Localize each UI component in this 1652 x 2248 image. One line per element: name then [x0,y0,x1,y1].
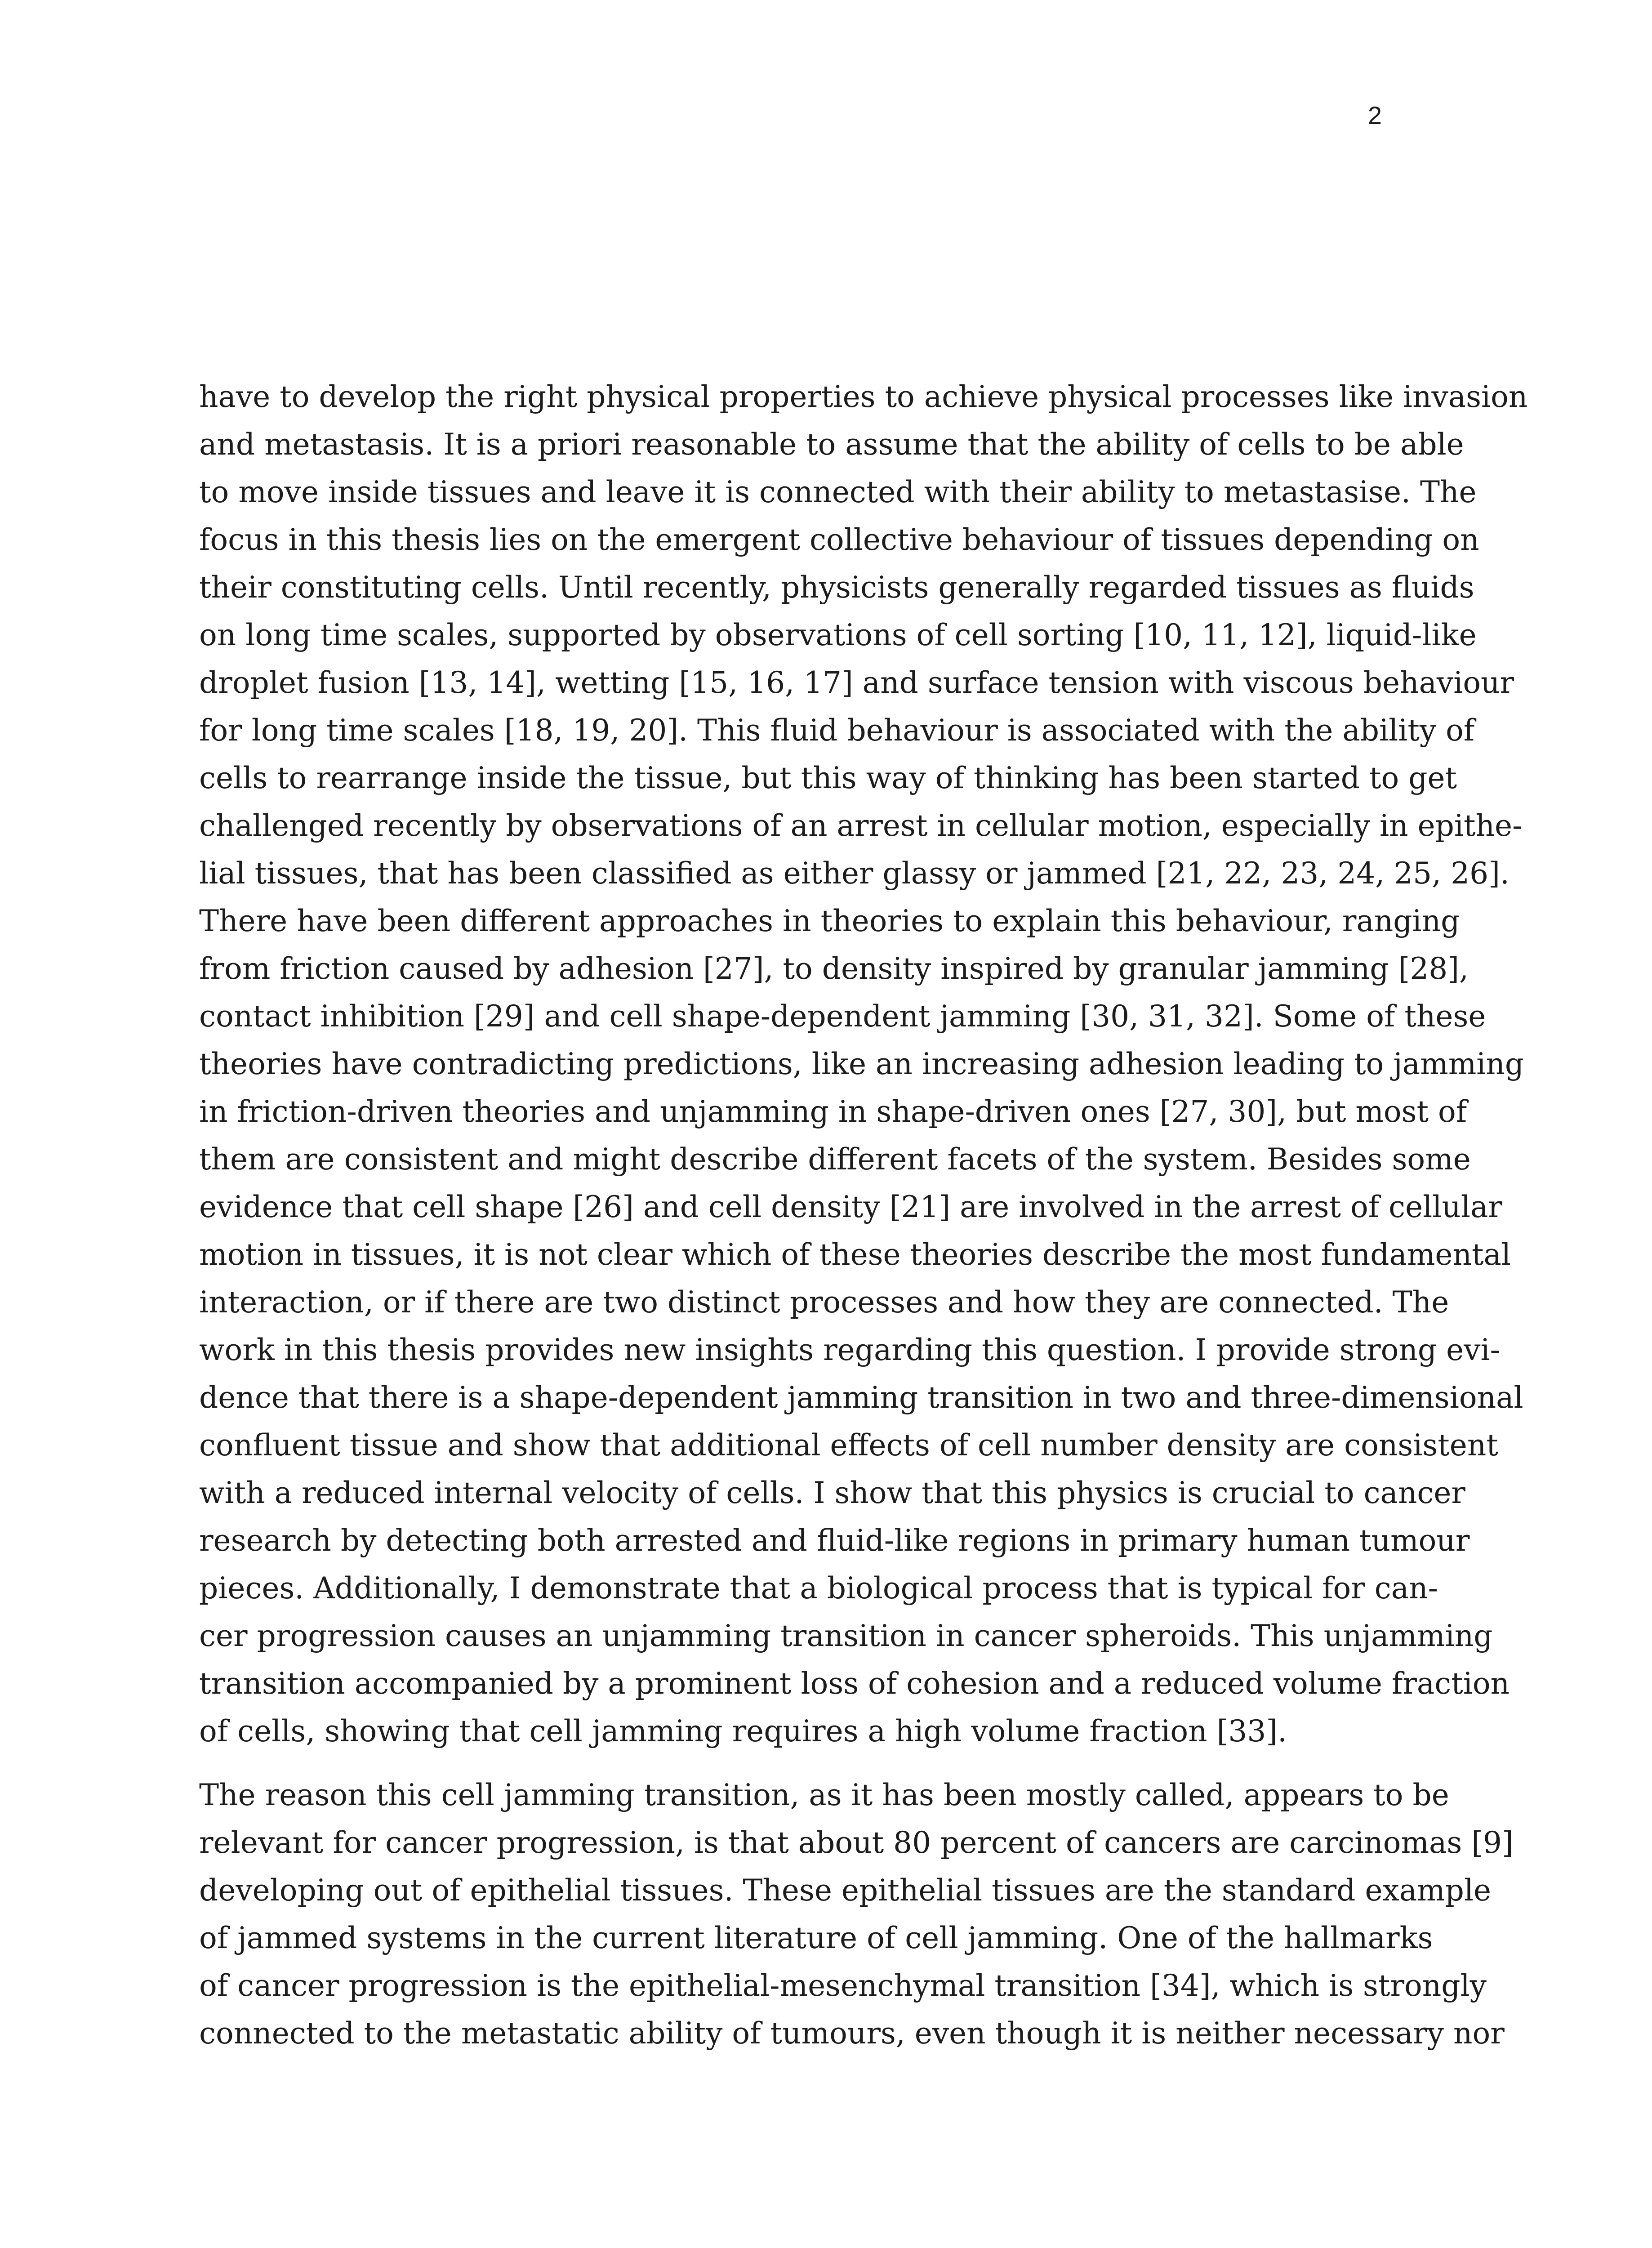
paragraph-1 [199,373,1528,1755]
paragraph-2 [199,1771,1514,2057]
text-line: their constituting cells. Until recently, physicists generally regarded tissues as fluids [199,570,1474,605]
text-line: research by detecting both arrested and fluid-like regions in primary human tumour [199,1523,1470,1558]
text-line: cer progression causes an unjamming transition in cancer spheroids. This unjamming [199,1619,1493,1653]
text-line: for long time scales [18, 19, 20]. This fluid behaviour is associated with the ability of [199,713,1475,748]
text-line: and metastasis. It is a priori reasonable to assume that the ability of cells to be able [199,427,1464,462]
text-line: droplet fusion [13, 14], wetting [15, 16, 17] and surface tension with viscous behaviour [199,665,1514,700]
text-line: of cancer progression is the epithelial-mesenchymal transition [34], which is strongly [199,1968,1487,2003]
text-line: dence that there is a shape-dependent jamming transition in two and three-dimensional [199,1380,1523,1415]
body-text [199,373,1528,2057]
text-line: motion in tissues, it is not clear which of these theories describe the most fundamental [199,1237,1511,1272]
text-line: of cells, showing that cell jamming requires a high volume fraction [33]. [199,1714,1287,1748]
text-line: theories have contradicting predictions, like an increasing adhesion leading to jamming [199,1047,1524,1081]
text-line: on long time scales, supported by observations of cell sorting [10, 11, 12], liquid-like [199,618,1477,652]
text-line: them are consistent and might describe different facets of the system. Besides some [199,1142,1471,1177]
text-line: developing out of epithelial tissues. These epithelial tissues are the standard example [199,1873,1492,1908]
text-line: The reason this cell jamming transition, as it has been mostly called, appears to be [199,1778,1449,1812]
text-line: from friction caused by adhesion [27], to density inspired by granular jamming [28], [199,951,1469,986]
text-line: contact inhibition [29] and cell shape-dependent jamming [30, 31, 32]. Some of these [199,999,1486,1034]
text-line: There have been different approaches in theories to explain this behaviour, ranging [199,904,1460,938]
text-line: with a reduced internal velocity of cells. I show that this physics is crucial to cancer [199,1476,1465,1510]
text-line: confluent tissue and show that additional effects of cell number density are consistent [199,1428,1498,1463]
text-line: cells to rearrange inside the tissue, but this way of thinking has been started to get [199,761,1457,795]
text-line: evidence that cell shape [26] and cell density [21] are involved in the arrest of cellular [199,1190,1502,1224]
text-line: have to develop the right physical properties to achieve physical processes like invasion [199,379,1528,414]
text-line: challenged recently by observations of an arrest in cellular motion, especially in epithe- [199,808,1523,843]
text-line: of jammed systems in the current literature of cell jamming. One of the hallmarks [199,1921,1433,1955]
text-line: to move inside tissues and leave it is connected with their ability to metastasise. The [199,475,1477,509]
text-line: lial tissues, that has been classified as either glassy or jammed [21, 22, 23, 24, 25, 26]. [199,856,1510,891]
text-line: pieces. Additionally, I demonstrate that a biological process that is typical for can- [199,1571,1438,1606]
text-line: transition accompanied by a prominent loss of cohesion and a reduced volume fraction [199,1666,1510,1701]
text-line: interaction, or if there are two distinct processes and how they are connected. The [199,1285,1449,1320]
text-line: focus in this thesis lies on the emergent collective behaviour of tissues depending on [199,522,1479,557]
text-line: work in this thesis provides new insights regarding this question. I provide strong evi- [199,1333,1500,1367]
text-line: connected to the metastatic ability of tumours, even though it is neither necessary nor [199,2016,1505,2051]
text-line: in friction-driven theories and unjamming in shape-driven ones [27, 30], but most of [199,1094,1467,1129]
text-line: relevant for cancer progression, is that about 80 percent of cancers are carcinomas [9] [199,1825,1514,1860]
page-number: 2 [1367,101,1382,129]
